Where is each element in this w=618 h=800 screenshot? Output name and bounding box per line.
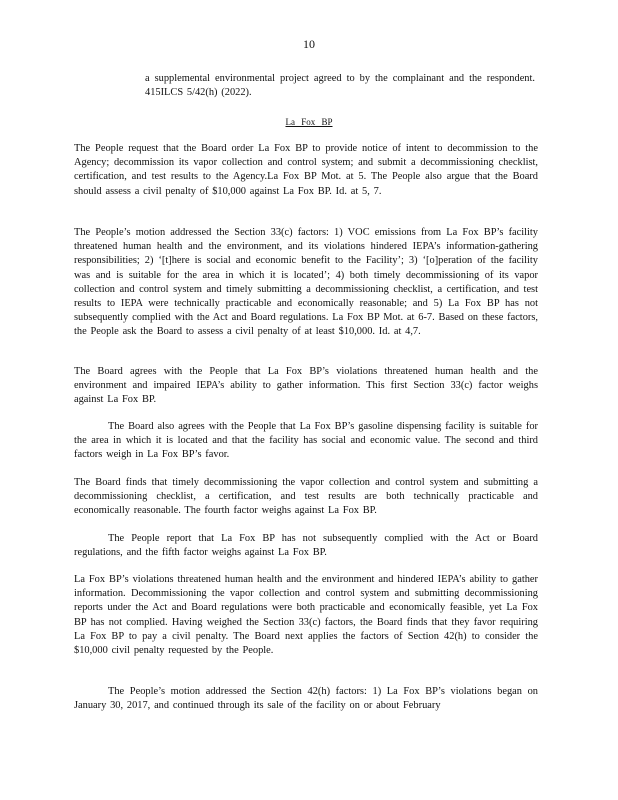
- paragraph-fifth-factor: The People report that La Fox BP has not subsequently complied with the Act or Board regulations, and the fifth factor weighs against La Fox BP.: [74, 533, 538, 559]
- paragraph-42h-factors: The People’s motion addressed the Section 42(h) factors: 1) La Fox BP’s violations began on January 30, 2017, and continued through its sale of the facility on or about February: [74, 686, 538, 712]
- continuation-paragraph: a supplemental environmental project agreed to by the complainant and the respondent. 415ILCS 5/42(h) (2022).: [145, 73, 535, 99]
- paragraph-fourth-factor: The Board finds that timely decommissioning the vapor collection and control system and submitting a decommissioning checklist, a certification, and test results are both technically practicable and economically reasonable. The fourth factor weighs against La Fox BP.: [74, 477, 538, 517]
- paragraph-second-third-factor: The Board also agrees with the People that La Fox BP’s gasoline dispensing facility is suitable for the area in which it is located and that the facility has social and economic value. The second and third factors weigh in La Fox BP’s favor.: [74, 421, 538, 461]
- paragraph-people-request: The People request that the Board order La Fox BP to provide notice of intent to decommission to the Agency; decommission its vapor collection and control system; and submit a decommissioning checklist, certification, and test results to the Agency.La Fox BP Mot. at 5. The People also argue that the Board should assess a civil penalty of $10,000 against La Fox BP. Id. at 5, 7.: [74, 143, 538, 197]
- paragraph-conclusion: La Fox BP’s violations threatened human health and the environment and hindered IEPA’s ability to gather information. Decommissioning the vapor collection and control system and submitting decommissioning reports under the Act and Board regulations were both practicable and economically feasible, yet La Fox BP has not complied. Having weighed the Section 33(c) factors, the Board finds that they favor requiring La Fox BP to pay a civil penalty. The Board next applies the factors of Section 42(h) to consider the $10,000 civil penalty requested by the People.: [74, 574, 538, 657]
- page-number: 10: [303, 37, 315, 51]
- paragraph-first-factor: The Board agrees with the People that La Fox BP’s violations threatened human health and the environment and impaired IEPA’s ability to gather information. This first Section 33(c) factor weighs against La Fox BP.: [74, 366, 538, 406]
- section-heading: La Fox BP: [285, 117, 333, 127]
- paragraph-33c-factors: The People’s motion addressed the Section 33(c) factors: 1) VOC emissions from La Fox BP’s facility threatened human health and the environment, and its violations hindered IEPA’s information-gathering responsibilities; 2) ‘[t]here is social and economic benefit to the Facility’; 3) ‘[o]peration of the facility was and is suitable for the area in which it is located’; 4) both timely decommissioning of its vapor collection and control system and timely submitting a decommissioning checklist, a certification, and test results to IEPA were technically practicable and economically reasonable; and 5) La Fox BP has not subsequently complied with the Act and Board regulations. La Fox BP Mot. at 6-7. Based on these factors, the People ask the Board to assess a civil penalty of at least $10,000. Id. at 4,7.: [74, 227, 538, 338]
